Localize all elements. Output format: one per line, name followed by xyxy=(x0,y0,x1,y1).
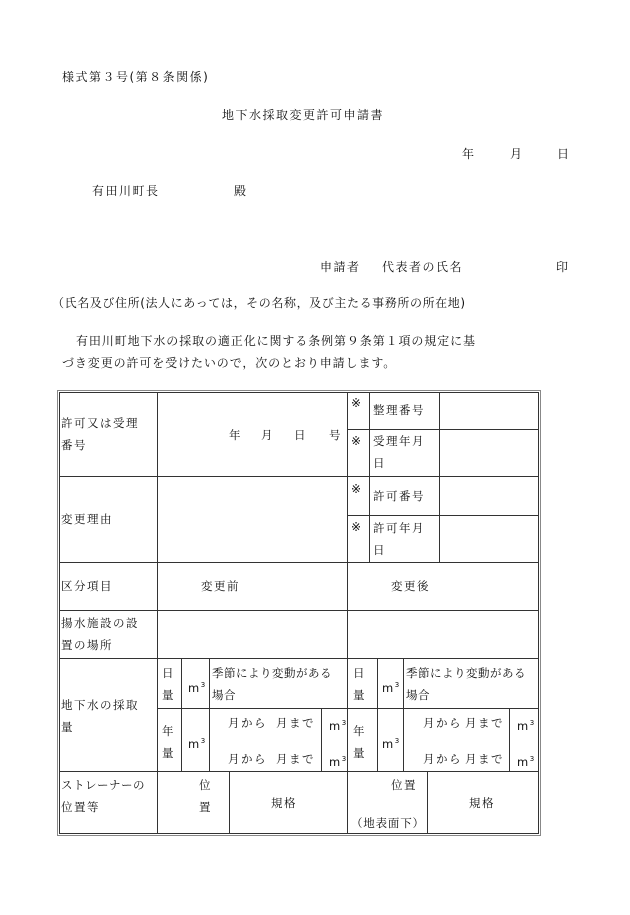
category-label: 区分項目 xyxy=(61,579,113,593)
facility-location-label-1: 揚水施設の設 xyxy=(61,616,139,630)
unit-m3: $m^3$ xyxy=(382,680,400,695)
body-text-line-2: づき変更の許可を受けたいので，次のとおり申請します。 xyxy=(62,356,397,370)
date-month: 月 xyxy=(510,147,524,161)
seasonal-note-2: 場合 xyxy=(406,688,430,702)
depth-note: （地表面下） xyxy=(351,816,425,830)
office-mark: ※ xyxy=(351,396,362,410)
daily-label-2: 量 xyxy=(162,688,175,702)
permit-date-number: 号 xyxy=(329,428,342,442)
month-from: 月から xyxy=(228,716,267,730)
intake-amount-label-2: 量 xyxy=(61,720,74,734)
facility-location-label-2: 置の場所 xyxy=(61,638,113,652)
unit-m3: $m^3$ xyxy=(188,680,206,695)
permit-number-field-label: 許可番号 xyxy=(373,489,425,503)
change-reason-label: 変更理由 xyxy=(61,512,113,526)
form-number: 様式第３号(第８条関係) xyxy=(62,70,210,84)
position-label-after: 位置 xyxy=(391,778,417,792)
unit-m3: $m^3$ xyxy=(517,754,535,769)
permit-date-year: 年 xyxy=(229,428,242,442)
month-from: 月から xyxy=(423,752,462,766)
unit-m3: $m^3$ xyxy=(188,736,206,751)
annual-label-2: 量 xyxy=(353,746,366,760)
daily-label-1: 日 xyxy=(162,666,175,680)
date-year: 年 xyxy=(462,147,476,161)
reference-number-label: 整理番号 xyxy=(373,403,425,417)
unit-m3: $m^3$ xyxy=(329,718,347,733)
seasonal-note-1: 季節により変動がある xyxy=(406,666,526,680)
permit-date-label-1: 許可年月 xyxy=(373,521,425,535)
form-title: 地下水採取変更許可申請書 xyxy=(222,108,385,122)
unit-m3: $m^3$ xyxy=(517,718,535,733)
receipt-date-label-2: 日 xyxy=(373,456,386,470)
date-day: 日 xyxy=(557,147,571,161)
unit-m3: $m^3$ xyxy=(382,736,400,751)
office-mark: ※ xyxy=(351,434,362,448)
office-mark: ※ xyxy=(351,482,362,496)
after-change-header: 変更後 xyxy=(391,579,430,593)
month-to: 月まで xyxy=(465,716,504,730)
representative-label: 代表者の氏名 xyxy=(382,260,464,274)
receipt-date-label-1: 受理年月 xyxy=(373,434,425,448)
position-label-1: 位 xyxy=(199,778,212,792)
seal-mark: 印 xyxy=(556,260,570,274)
month-to: 月まで xyxy=(465,752,504,766)
seasonal-note-2: 場合 xyxy=(212,688,236,702)
applicant-label: 申請者 xyxy=(320,260,361,274)
application-table xyxy=(57,390,541,836)
permit-date-day: 日 xyxy=(294,428,307,442)
month-to: 月まで xyxy=(276,716,315,730)
office-mark: ※ xyxy=(351,520,362,534)
spec-label: 規格 xyxy=(271,796,297,810)
month-from: 月から xyxy=(228,752,267,766)
body-text-line-1: 有田川町地下水の採取の適正化に関する条例第９条第１項の規定に基 xyxy=(76,334,476,348)
strainer-label-1: ストレーナーの xyxy=(61,778,145,792)
addressee-name: 有田川町長 xyxy=(92,184,160,198)
address-note: （氏名及び住所(法人にあっては，その名称，及び主たる事務所の所在地) xyxy=(52,296,466,310)
seasonal-note-1: 季節により変動がある xyxy=(212,666,332,680)
spec-label: 規格 xyxy=(469,796,495,810)
daily-label-1: 日 xyxy=(353,666,366,680)
month-from: 月から xyxy=(423,716,462,730)
permit-date-label-2: 日 xyxy=(373,543,386,557)
daily-label-2: 量 xyxy=(353,688,366,702)
permit-date-month: 月 xyxy=(261,428,274,442)
strainer-label-2: 位置等 xyxy=(61,800,100,814)
addressee-honorific: 殿 xyxy=(234,184,248,198)
annual-label-1: 年 xyxy=(162,724,175,738)
before-change-header: 変更前 xyxy=(201,579,240,593)
position-label-2: 置 xyxy=(199,800,212,814)
permit-number-label-2: 番号 xyxy=(61,438,87,452)
annual-label-1: 年 xyxy=(353,724,366,738)
intake-amount-label-1: 地下水の採取 xyxy=(61,698,139,712)
permit-number-label-1: 許可又は受理 xyxy=(61,416,139,430)
month-to: 月まで xyxy=(276,752,315,766)
annual-label-2: 量 xyxy=(162,746,175,760)
unit-m3: $m^3$ xyxy=(329,754,347,769)
